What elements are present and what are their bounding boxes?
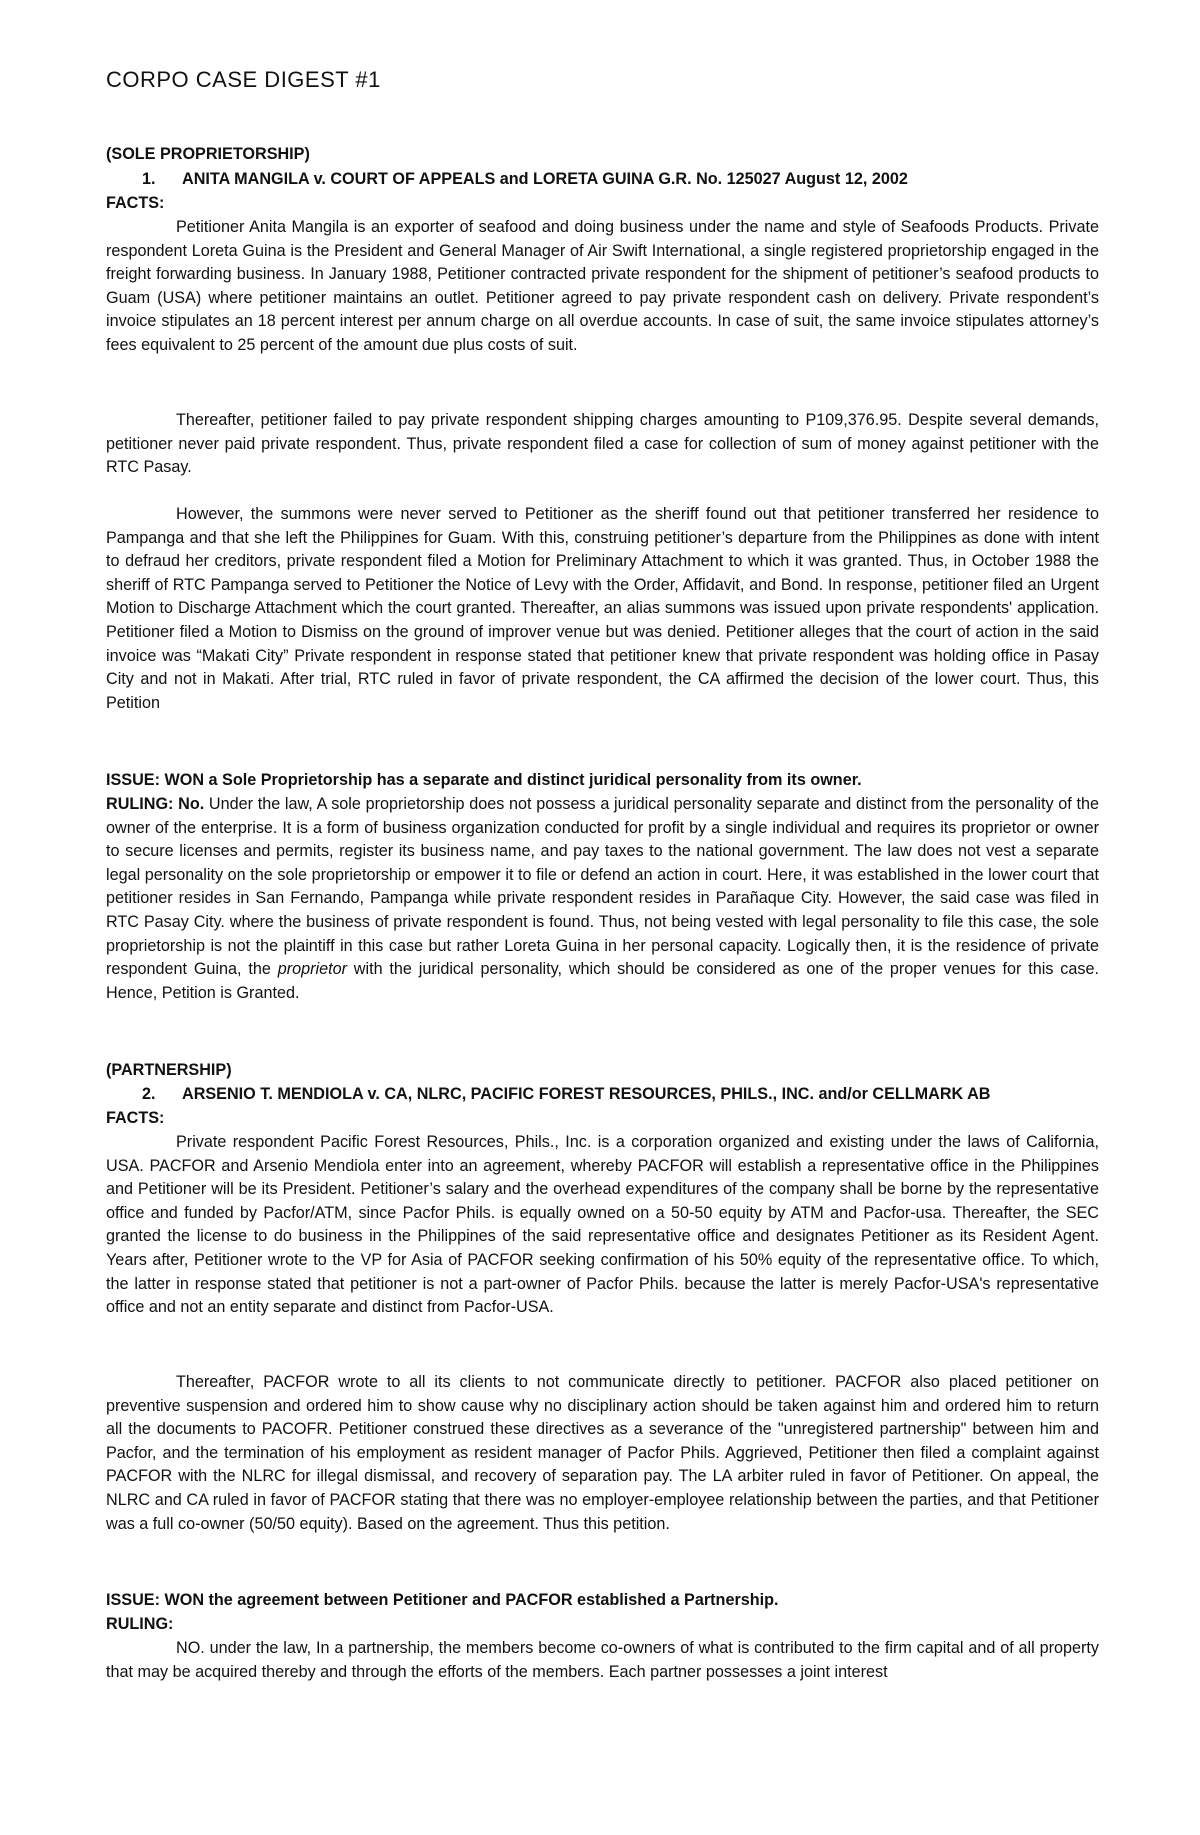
- facts-label: FACTS:: [106, 194, 165, 212]
- facts-paragraph: However, the summons were never served to Petitioner as the sheriff found out that petitioner transferred her residence to Pampanga and that she left the Philippines for Guam. With this, construing petitioner’s departure from the Philippines as done with intent to defraud her creditors, private respondent filed a Motion for Preliminary Attachment to which it was granted. Thus, in October 1988 the sheriff of RTC Pampanga served to Petitioner the Notice of Levy with the Order, Affidavit, and Bond. In response, petitioner filed an Urgent Motion to Discharge Attachment which the court granted. Thereafter, an alias summons was issued upon private respondents' application. Petitioner filed a Motion to Dismiss on the ground of improver venue but was denied. Petitioner alleges that the court of action in the said invoice was “Makati City” Private respondent in response stated that petitioner knew that private respondent was holding office in Pasay City and not in Makati. After trial, RTC ruled in favor of private respondent, the CA affirmed the decision of the lower court. Thus, this Petition: [106, 505, 1099, 712]
- section-heading-partnership: (PARTNERSHIP): [106, 1061, 232, 1079]
- case-title-text: ARSENIO T. MENDIOLA v. CA, NLRC, PACIFIC FOREST RESOURCES, PHILS., INC. and/or CELLMARK AB: [182, 1085, 991, 1103]
- facts-paragraph: Thereafter, PACFOR wrote to all its clients to not communicate directly to petitioner. PACFOR also placed petitioner on preventive suspension and ordered him to show cause why no disciplinary action should be taken against him and ordered him to return all the documents to PACOFR. Petitioner construed these directives as a severance of the "unregistered partnership" between him and Pacfor, and the termination of his employment as resident manager of Pacfor Phils. Aggrieved, Petitioner then filed a complaint against PACFOR with the NLRC for illegal dismissal, and recovery of separation pay. The LA arbiter ruled in favor of Petitioner. On appeal, the NLRC and CA ruled in favor of PACFOR stating that there was no employer-employee relationship between the parties, and that Petitioner was a full co-owner (50/50 equity). Based on the agreement. Thus this petition.: [106, 1373, 1099, 1533]
- case-title-1: [142, 168, 908, 192]
- section-heading-sole-proprietorship: (SOLE PROPRIETORSHIP): [106, 145, 310, 163]
- ruling-paragraph: [106, 793, 1099, 1005]
- facts-paragraph: Private respondent Pacific Forest Resources, Phils., Inc. is a corporation organized and existing under the laws of California, USA. PACFOR and Arsenio Mendiola enter into an agreement, whereby PACFOR will establish a representative office in the Philippines and Petitioner will be its President. Petitioner’s salary and the overhead expenditures of the company shall be borne by the representative office and funded by Pacfor/ATM, since Pacfor Phils. is equally owned on a 50-50 equity by ATM and Pacfor-usa. Thereafter, the SEC granted the license to do business in the Philippines of the said representative office and designates Petitioner as its Resident Agent. Years after, Petitioner wrote to the VP for Asia of PACFOR seeking confirmation of his 50% equity of the representative office. To which, the latter in response stated that petitioner is not a part-owner of Pacfor Phils. because the latter is merely Pacfor-USA's representative office and not an entity separate and distinct from Pacfor-USA.: [106, 1133, 1099, 1317]
- ruling-text-part: with the juridical personality, which should be considered as one of the proper venues for this case. Hence, Petition is Granted.: [106, 960, 1099, 1002]
- case-title-text: ANITA MANGILA v. COURT OF APPEALS and LORETA GUINA G.R. No. 125027 August 12, 2002: [182, 170, 908, 188]
- ruling-label: RULING:: [106, 1615, 174, 1633]
- ruling-italic-word: proprietor: [277, 960, 347, 979]
- document-title: CORPO CASE DIGEST #1: [106, 67, 381, 92]
- ruling-paragraph: NO. under the law, In a partnership, the members become co-owners of what is contributed to the firm capital and of all property that may be acquired thereby and through the efforts of the members. Each partner possesses a joint interest: [106, 1639, 1099, 1681]
- issue-statement: ISSUE: WON the agreement between Petitioner and PACFOR established a Partnership.: [106, 1591, 779, 1609]
- issue-statement: ISSUE: WON a Sole Proprietorship has a separate and distinct juridical personality from its owner.: [106, 771, 862, 789]
- case-number: 2.: [142, 1085, 156, 1103]
- ruling-text-part: Under the law, A sole proprietorship does not possess a juridical personality separate and distinct from the personality of the owner of the enterprise. It is a form of business organization conducted for profit by a single individual and requires its proprietor or owner to secure licenses and permits, register its business name, and pay taxes to the national government. The law does not vest a separate legal personality on the sole proprietorship or empower it to file or defend an action in court. Here, it was established in the lower court that petitioner resides in San Fernando, Pampanga while private respondent resides in Parañaque City. However, the said case was filed in RTC Pasay City. where the business of private respondent is found. Thus, not being vested with legal personality to file this case, the sole proprietorship is not the plaintiff in this case but rather Loreta Guina in her personal capacity. Logically then, it is the residence of private respondent Guina, the: [106, 795, 1100, 979]
- case-number: 1.: [142, 170, 156, 188]
- case-title-2: [142, 1083, 991, 1107]
- facts-paragraph: Petitioner Anita Mangila is an exporter of seafood and doing business under the name and style of Seafoods Products. Private respondent Loreta Guina is the President and General Manager of Air Swift International, a single registered proprietorship engaged in the freight forwarding business. In January 1988, Petitioner contracted private respondent for the shipment of petitioner’s seafood products to Guam (USA) where petitioner maintains an outlet. Petitioner agreed to pay private respondent cash on delivery. Private respondent’s invoice stipulates an 18 percent interest per annum charge on all overdue accounts. In case of suit, the same invoice stipulates attorney’s fees equivalent to 25 percent of the amount due plus costs of suit.: [106, 218, 1099, 354]
- facts-label: FACTS:: [106, 1109, 165, 1127]
- facts-paragraph: Thereafter, petitioner failed to pay private respondent shipping charges amounting to P109,376.95. Despite several demands, petitioner never paid private respondent. Thus, private respondent filed a case for collection of sum of money against petitioner with the RTC Pasay.: [106, 411, 1099, 477]
- ruling-label: RULING: No.: [106, 795, 205, 813]
